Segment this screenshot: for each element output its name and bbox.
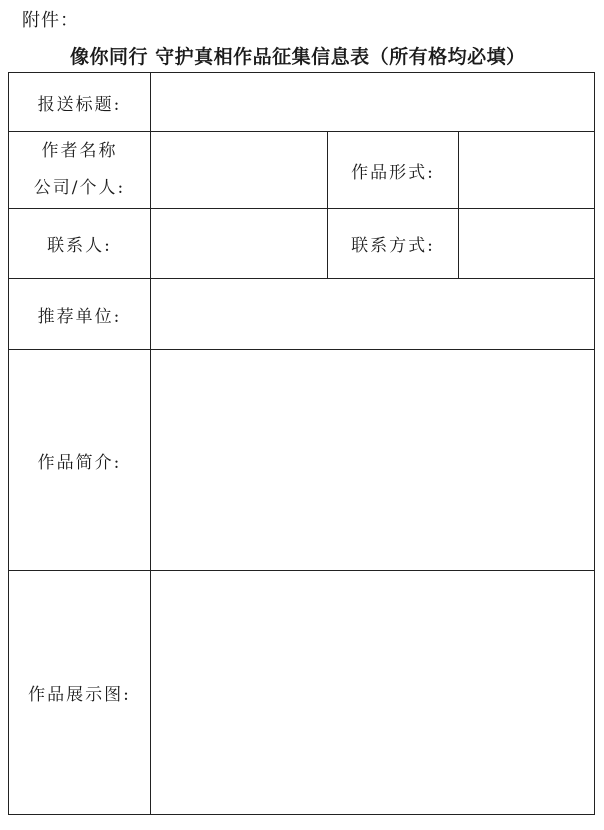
row-author — [9, 132, 595, 209]
author-name-label — [9, 132, 151, 209]
recommend-unit-field[interactable] — [151, 279, 595, 350]
work-intro-field[interactable] — [151, 350, 595, 571]
work-intro-label: 作品简介: — [9, 350, 151, 571]
author-name-label-line2: 公司/个人: — [33, 178, 126, 198]
work-form-field[interactable] — [459, 132, 595, 209]
contact-field[interactable] — [151, 209, 328, 279]
report-title-field[interactable] — [151, 73, 595, 132]
author-name-label-line1: 作者名称 — [41, 141, 118, 161]
work-display-label: 作品展示图: — [9, 571, 151, 815]
row-contact — [9, 209, 595, 279]
report-title-label: 报送标题: — [9, 73, 151, 132]
info-form-table — [8, 72, 595, 815]
work-display-field[interactable] — [151, 571, 595, 815]
author-name-field[interactable] — [151, 132, 328, 209]
attachment-label: 附件： — [22, 10, 79, 31]
row-work-display — [9, 571, 595, 815]
row-report-title — [9, 73, 595, 132]
contact-method-label: 联系方式: — [328, 209, 459, 279]
row-work-intro — [9, 350, 595, 571]
recommend-unit-label: 推荐单位: — [9, 279, 151, 350]
row-recommend-unit — [9, 279, 595, 350]
contact-label: 联系人: — [9, 209, 151, 279]
form-title: 像你同行 守护真相作品征集信息表（所有格均必填） — [70, 46, 526, 68]
contact-method-field[interactable] — [459, 209, 595, 279]
work-form-label: 作品形式: — [328, 132, 459, 209]
